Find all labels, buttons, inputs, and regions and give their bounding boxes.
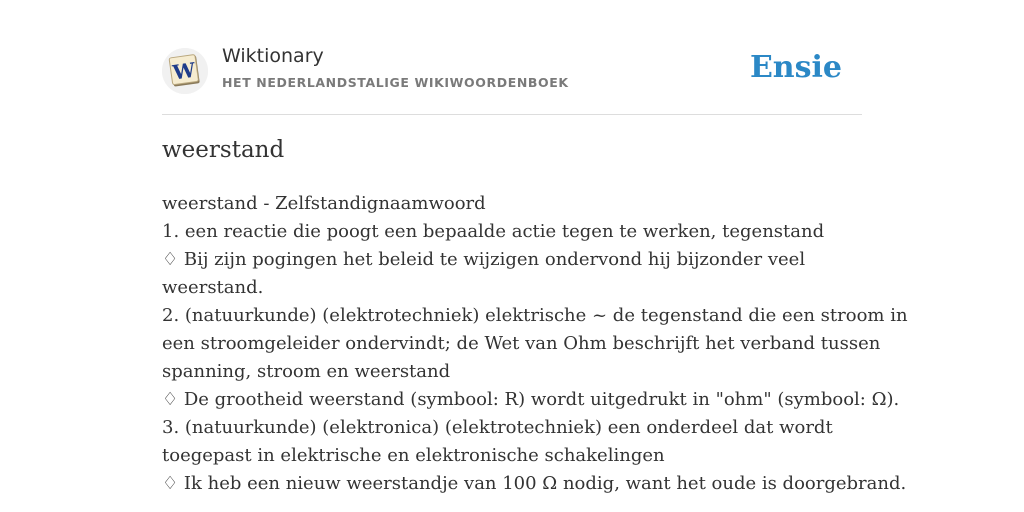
entry-title: weerstand (162, 137, 285, 163)
site-header (162, 0, 862, 115)
definition-line: 2. (natuurkunde) (elektrotechniek) elektrische ~ de tegenstand die een stroom in (162, 305, 908, 326)
logo-tile-icon (162, 48, 208, 94)
definition-line: ♢ De grootheid weerstand (symbool: R) wordt uitgedrukt in "ohm" (symbool: Ω). (162, 389, 900, 410)
wiktionary-logo-icon[interactable] (162, 48, 208, 94)
definition-line: ♢ Ik heb een nieuw weerstandje van 100 Ω nodig, want het oude is doorgebrand. (162, 473, 907, 494)
definition-line: weerstand - Zelfstandignaamwoord (162, 193, 486, 214)
definition-line: toegepast in elektrische en elektronische schakelingen (162, 445, 665, 466)
logo-letter: W (171, 57, 197, 85)
definition-line: een stroomgeleider ondervindt; de Wet van Ohm beschrijft het verband tussen (162, 333, 881, 354)
ensie-logo-link[interactable]: Ensie (749, 50, 842, 85)
definition-line: ♢ Bij zijn pogingen het beleid te wijzigen ondervond hij bijzonder veel (162, 249, 806, 270)
definition-line: 3. (natuurkunde) (elektronica) (elektrotechniek) een onderdeel dat wordt (162, 417, 833, 438)
definition-line: spanning, stroom en weerstand (162, 361, 451, 382)
brand-name[interactable]: Wiktionary (222, 45, 324, 67)
definition-line: 1. een reactie die poogt een bepaalde actie tegen te werken, tegenstand (162, 221, 825, 242)
definition-line: weerstand. (162, 277, 264, 298)
brand-tagline: HET NEDERLANDSTALIGE WIKIWOORDENBOEK (222, 75, 569, 90)
definition-text (162, 190, 908, 498)
